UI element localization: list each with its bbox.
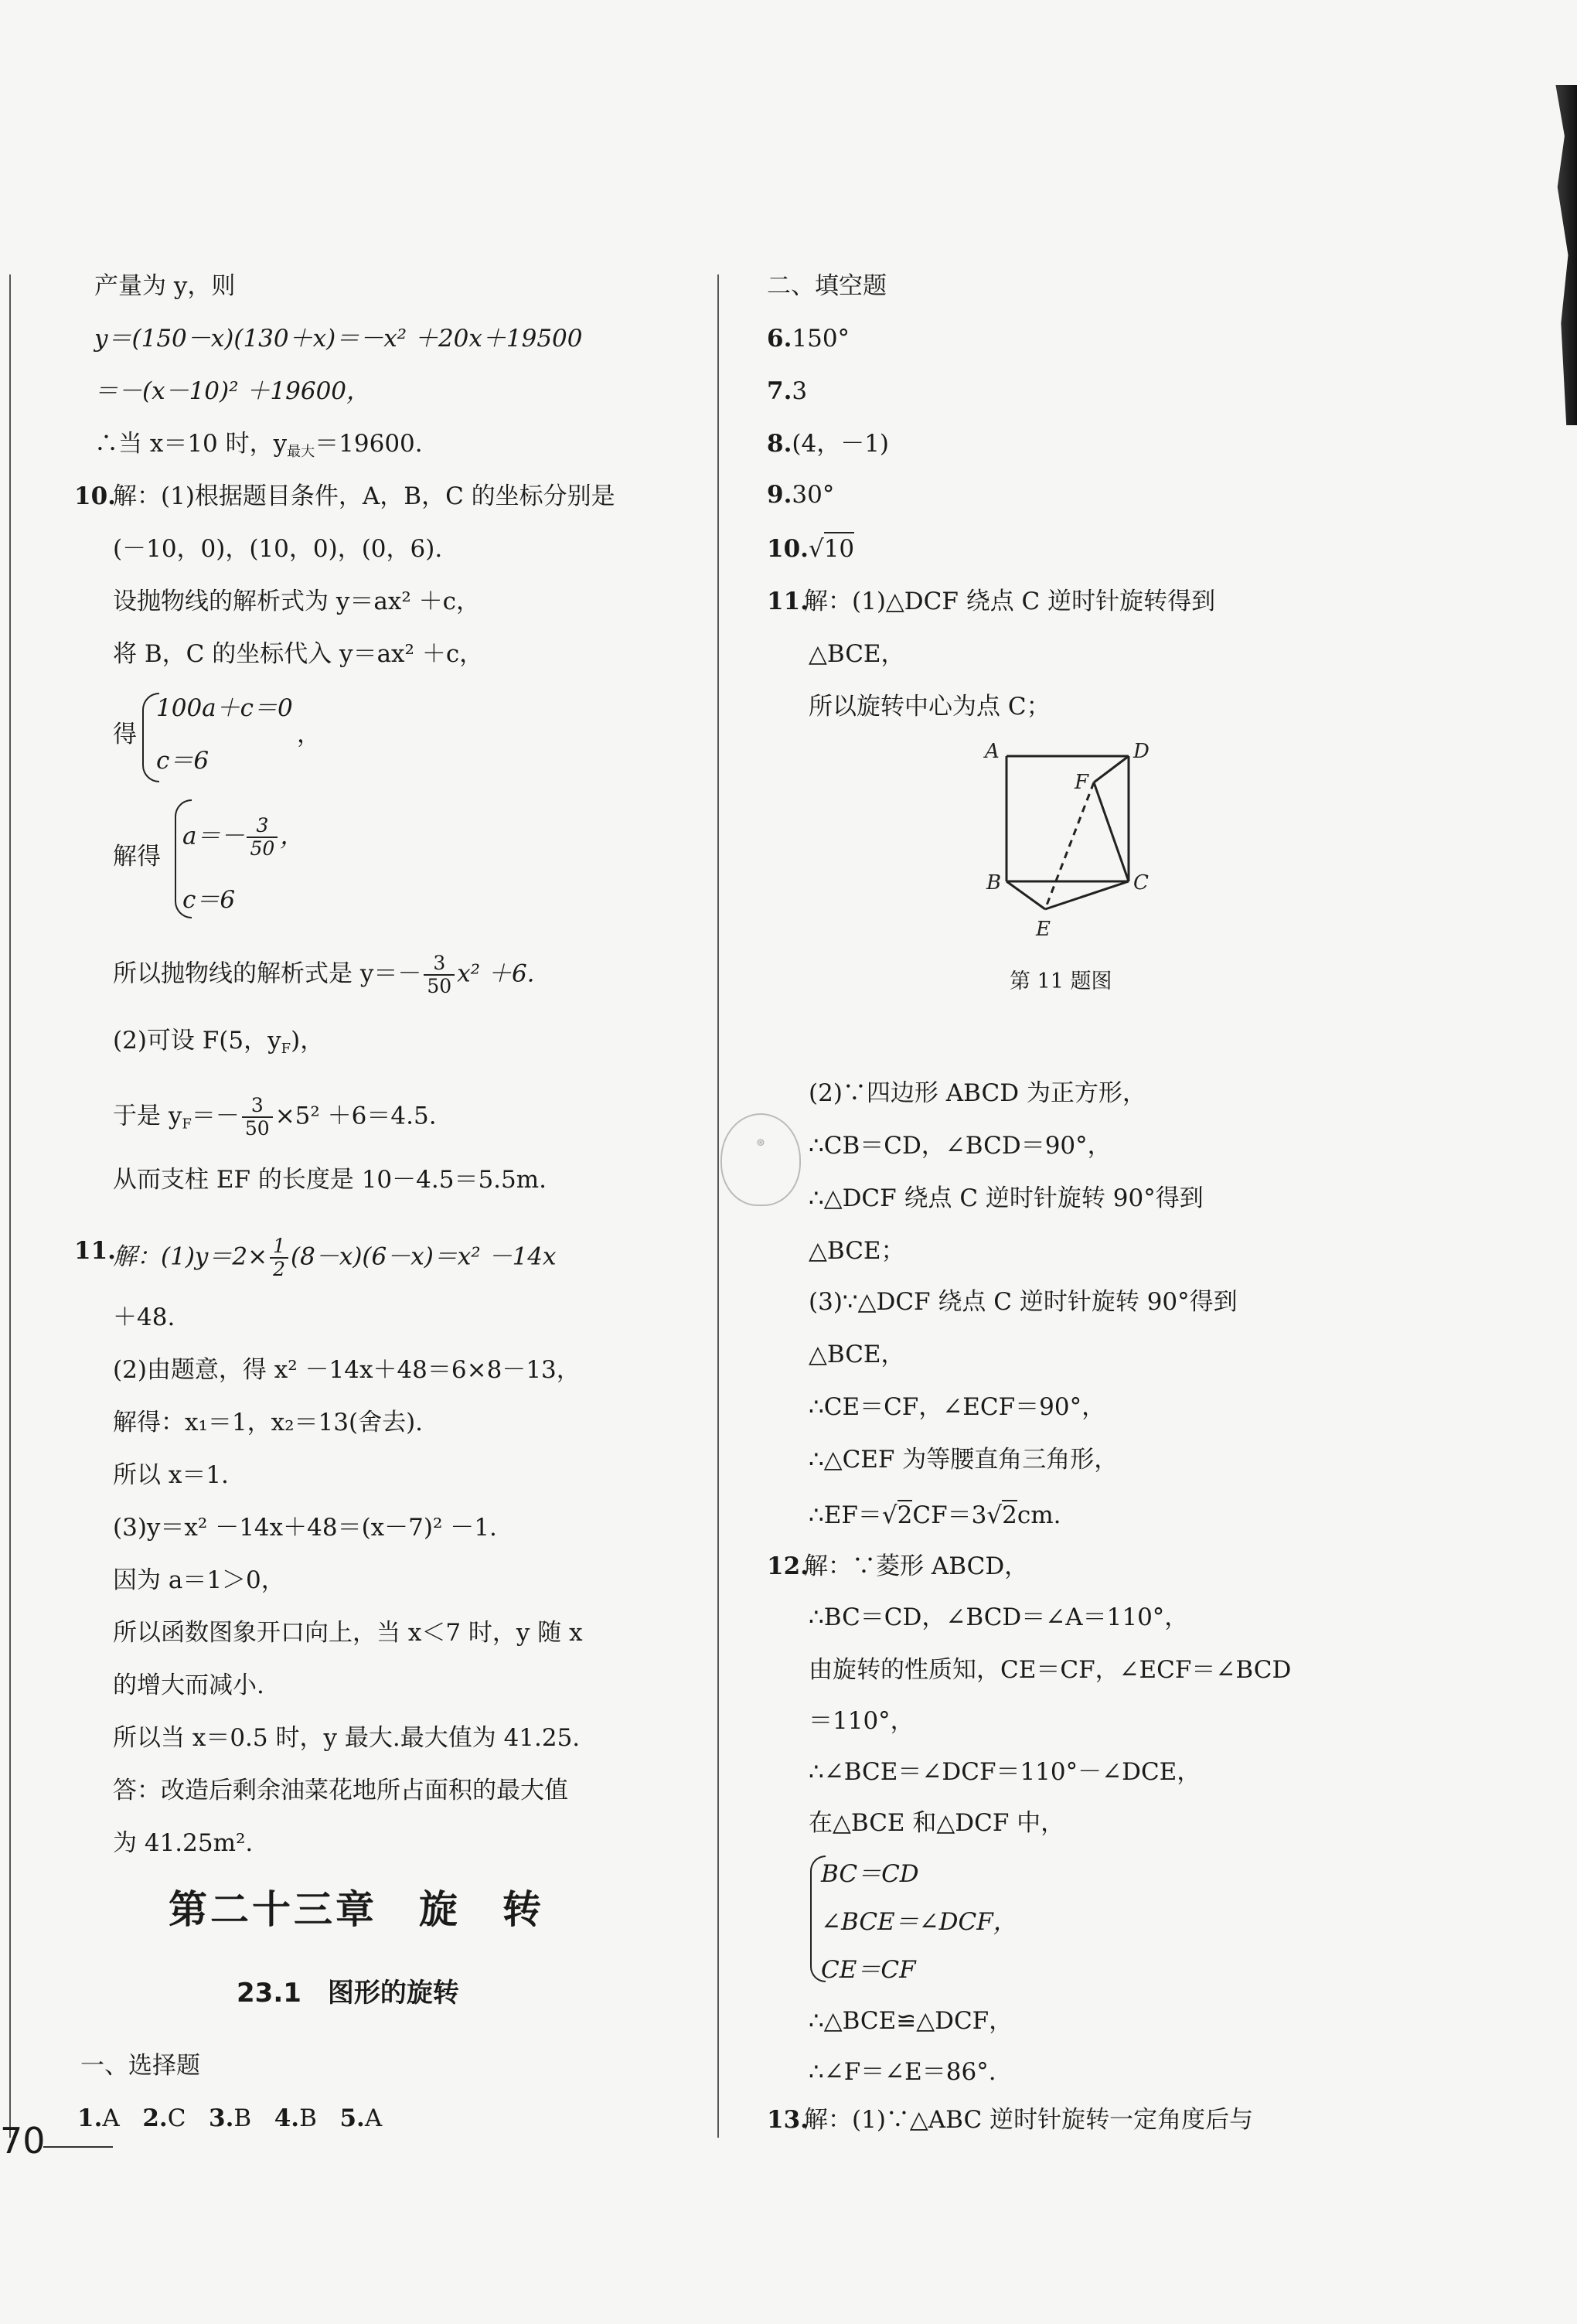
choice-number: 1.: [77, 2104, 103, 2132]
choice-answer: C: [167, 2104, 186, 2132]
chapter-title: 第二十三章 旋 转: [169, 1887, 544, 1932]
answer-line: [767, 479, 834, 510]
text-line: ∴△DCF 绕点 C 逆时针旋转 90°得到: [809, 1184, 1204, 1212]
text-line: 的增大而减小.: [113, 1671, 264, 1699]
segment-ef-dashed: [1045, 782, 1094, 909]
text-line: 为 41.25m².: [113, 1829, 254, 1857]
answer-line: [767, 428, 889, 459]
label-e: E: [1036, 918, 1051, 941]
sqrt-sign: √: [986, 1501, 1003, 1529]
fraction-denominator: 50: [250, 837, 275, 860]
text-line: 答：改造后剩余油菜花地所占面积的最大值: [113, 1777, 568, 1804]
text-line: (3)y＝x² －14x＋48＝(x－7)² －1.: [113, 1514, 497, 1542]
segment-ec: [1045, 881, 1129, 909]
text-line: 从而支柱 EF 的长度是 10－4.5＝5.5m.: [113, 1166, 547, 1194]
text-line: (3)∵△DCF 绕点 C 逆时针旋转 90°得到: [809, 1288, 1238, 1316]
subscript: 最大: [287, 444, 315, 460]
choice-number: 5.: [339, 2104, 365, 2132]
text-line: (2)由题意，得 x² －14x＋48＝6×8－13，: [113, 1356, 581, 1384]
choice-number: 3.: [209, 2104, 234, 2132]
text-segment: ∴当 x＝10 时，y: [94, 430, 288, 458]
choice-answer: B: [233, 2104, 252, 2132]
text-line: 将 B，C 的坐标代入 y＝ax² ＋c，: [113, 640, 484, 668]
text-line: [94, 428, 423, 468]
sqrt-radicand: 2: [1002, 1501, 1017, 1529]
answer-line: [767, 533, 854, 564]
text-segment: 解：(1)y＝2×: [113, 1242, 268, 1271]
label-b: B: [986, 871, 1002, 895]
text-line: △BCE，: [809, 640, 905, 668]
sqrt-radicand: 2: [897, 1501, 913, 1529]
equation-line: y＝(150－x)(130＋x)＝－x² ＋20x＋19500: [94, 325, 583, 353]
text-line: [113, 1025, 324, 1065]
equation-line: ＝－(x－10)² ＋19600，: [94, 377, 371, 405]
segment-fd: [1094, 756, 1129, 782]
fraction-denominator: 50: [427, 975, 452, 997]
equation-line: CE＝CF: [821, 1956, 916, 1984]
equation-line: [182, 815, 304, 860]
question-number: 11.: [767, 588, 809, 615]
text-line: △BCE；: [809, 1237, 905, 1265]
text-line: 所以当 x＝0.5 时，y 最大.最大值为 41.25.: [113, 1724, 581, 1752]
text-line: ∴BC＝CD，∠BCD＝∠A＝110°，: [809, 1603, 1189, 1631]
choice-number: 4.: [274, 2104, 300, 2132]
sqrt-radicand: 10: [824, 532, 854, 563]
equation-line: c＝6: [182, 886, 236, 914]
subscript: F: [182, 1116, 192, 1133]
equation-line: 100a＋c＝0: [156, 694, 293, 722]
fraction-numerator: 1: [270, 1235, 288, 1259]
text-line: 解：(1)根据题目条件，A，B，C 的坐标分别是: [113, 482, 615, 510]
text-segment: 于是 y: [113, 1102, 182, 1130]
text-line: (2)∵四边形 ABCD 为正方形，: [809, 1079, 1146, 1107]
fraction-numerator: 3: [242, 1095, 273, 1118]
answer-value: 30°: [792, 481, 835, 509]
section-subheading: 二、填空题: [767, 272, 887, 300]
text-line: 解得: [113, 843, 161, 871]
fraction: [270, 1235, 288, 1280]
text-line: [113, 952, 535, 997]
text-segment: (8－x)(6－x)＝x² －14x: [291, 1242, 557, 1271]
page-number: 70: [0, 2120, 46, 2162]
text-line: 解：∵菱形 ABCD，: [804, 1552, 1029, 1580]
text-segment: )，: [291, 1027, 325, 1055]
segment-fc: [1094, 782, 1129, 881]
question-number: 9.: [767, 481, 792, 509]
answer-line: [767, 376, 807, 407]
text-segment: 所以抛物线的解析式是 y＝－: [113, 959, 422, 988]
text-segment: cm.: [1017, 1501, 1061, 1529]
segment-be: [1006, 881, 1045, 909]
text-segment: a＝－: [182, 822, 245, 850]
text-segment: ×5² ＋6＝4.5.: [274, 1102, 437, 1130]
answer-value: 150°: [792, 325, 850, 353]
text-line: ＝110°，: [809, 1707, 915, 1735]
question-number: 8.: [767, 430, 792, 458]
equation-line: c＝6: [156, 747, 209, 775]
left-margin-rule: [9, 274, 11, 2138]
sqrt-sign: √: [808, 535, 824, 563]
text-line: 所以 x＝1.: [113, 1461, 229, 1489]
geometry-figure: [974, 734, 1175, 966]
text-line: ∴△BCE≌△DCF，: [809, 2007, 1013, 2035]
text-line: ，: [297, 721, 321, 748]
text-segment: ∴EF＝: [809, 1501, 882, 1529]
text-segment: ，: [280, 822, 305, 850]
text-segment: ＝19600.: [315, 430, 423, 458]
text-line: ∴CB＝CD，∠BCD＝90°，: [809, 1132, 1112, 1160]
label-a: A: [985, 740, 1000, 763]
choice-answers: [77, 2103, 382, 2134]
text-line: 解：(1)△DCF 绕点 C 逆时针旋转得到: [804, 588, 1216, 615]
text-segment: (2)可设 F(5，y: [113, 1027, 281, 1055]
text-line: 所以旋转中心为点 C；: [809, 693, 1051, 721]
section-title: 23.1 图形的旋转: [237, 1978, 459, 2009]
text-line: ＋48.: [113, 1303, 175, 1331]
label-d: D: [1133, 740, 1150, 763]
text-line: 所以函数图象开口向上，当 x＜7 时，y 随 x: [113, 1619, 583, 1647]
fraction-numerator: 3: [424, 952, 455, 976]
text-line: △BCE，: [809, 1341, 905, 1368]
scan-edge-shadow: [1541, 85, 1577, 425]
page-number-rule: [43, 2146, 113, 2148]
fraction: [247, 815, 278, 860]
text-line: 在△BCE 和△DCF 中，: [809, 1809, 1065, 1837]
answer-line: [767, 323, 850, 354]
question-number: 10.: [767, 535, 809, 563]
question-number: 12.: [767, 1552, 809, 1580]
text-line: ∴∠BCE＝∠DCF＝110°－∠DCE，: [809, 1758, 1201, 1786]
text-line: 设抛物线的解析式为 y＝ax² ＋c，: [113, 588, 480, 615]
fraction: [424, 952, 455, 997]
choice-answer: A: [364, 2104, 383, 2132]
equation-line: BC＝CD: [821, 1860, 919, 1888]
choice-answer: B: [299, 2104, 317, 2132]
fraction-numerator: 3: [247, 815, 278, 838]
text-line: 因为 a＝1＞0，: [113, 1566, 285, 1594]
equation-line: [113, 1235, 557, 1280]
text-line: 得: [113, 721, 137, 748]
fraction: [242, 1095, 273, 1140]
answer-value: 3: [792, 377, 808, 405]
answer-value: (4，－1): [792, 430, 890, 458]
question-number: 13.: [767, 2106, 809, 2134]
watermark-stamp: ⊛: [720, 1113, 801, 1206]
text-line: 由旋转的性质知，CE＝CF，∠ECF＝∠BCD: [809, 1656, 1292, 1684]
text-segment: CF＝3: [912, 1501, 987, 1529]
question-number: 10.: [74, 482, 116, 510]
subscript: F: [281, 1041, 291, 1057]
label-f: F: [1075, 771, 1089, 794]
text-line: 解：(1)∵△ABC 逆时针旋转一定角度后与: [804, 2106, 1254, 2134]
figure-caption: 第 11 题图: [1010, 969, 1112, 993]
choice-number: 2.: [142, 2104, 168, 2132]
equation-line: ∠BCE＝∠DCF，: [821, 1908, 1017, 1936]
text-line: ∴CE＝CF，∠ECF＝90°，: [809, 1393, 1106, 1421]
fraction-denominator: 50: [244, 1117, 270, 1140]
section-subheading: 一、选择题: [80, 2052, 200, 2080]
question-number: 7.: [767, 377, 792, 405]
choice-answer: A: [102, 2104, 120, 2132]
question-number: 11.: [74, 1237, 116, 1265]
text-line: (－10，0)，(10，0)，(0，6).: [113, 535, 443, 563]
text-line: 产量为 y，则: [94, 272, 236, 300]
text-line: [113, 1095, 437, 1140]
label-c: C: [1133, 871, 1149, 895]
text-line: 解得：x₁＝1，x₂＝13(舍去).: [113, 1409, 424, 1436]
text-segment: x² ＋6.: [457, 959, 535, 988]
text-segment: ＝－: [191, 1102, 240, 1130]
sqrt-sign: √: [881, 1501, 897, 1529]
fraction-denominator: 2: [273, 1258, 286, 1280]
text-line: ∴∠F＝∠E＝86°.: [809, 2058, 996, 2086]
question-number: 6.: [767, 325, 792, 353]
column-divider: [717, 274, 719, 2138]
text-line: [809, 1500, 1061, 1531]
text-line: ∴△CEF 为等腰直角三角形，: [809, 1446, 1119, 1474]
